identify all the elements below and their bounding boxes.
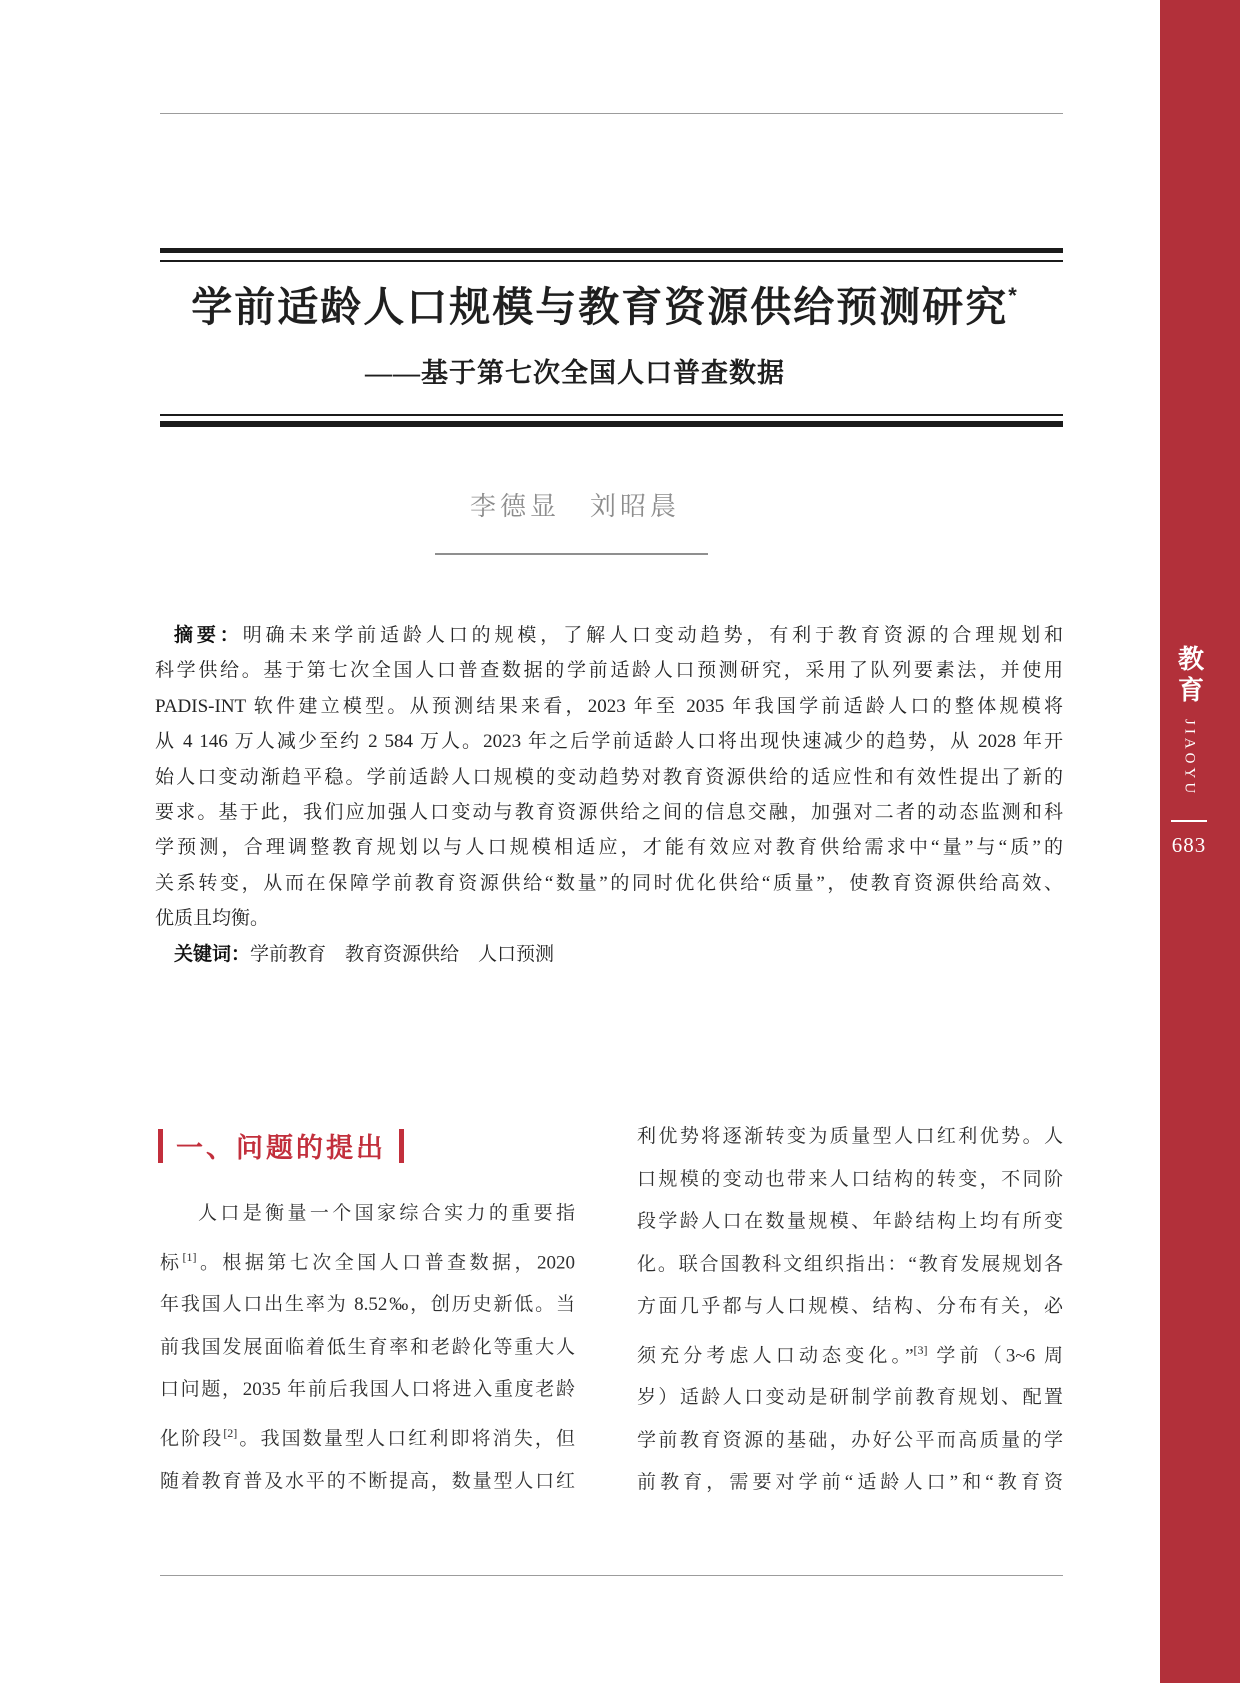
abstract-block (155, 618, 1063, 972)
abstract-label: 摘要： (174, 625, 243, 646)
keywords-line (155, 937, 1063, 972)
heading-right-bar (399, 1129, 404, 1163)
text-line: 利优势将逐渐转变为质量型人口红利优势。人 (637, 1126, 1063, 1147)
text-line: 标[1]。根据第七次全国人口普查数据，2020 (160, 1249, 575, 1273)
text-line: 要求。基于此，我们应加强人口变动与教育资源供给之间的信息交融，加强对二者的动态监测和科 (155, 802, 1063, 824)
title-rule-top-thin (160, 260, 1063, 262)
text-line: 学前教育资源的基础，办好公平而高质量的学 (637, 1429, 1063, 1451)
keywords-label: 关键词： (174, 943, 251, 965)
journal-sidebar (1160, 0, 1240, 1683)
authors: 李德显 刘昭晨 (469, 492, 680, 521)
text-line: 化。联合国教科文组织指出：“教育发展规划各 (637, 1253, 1063, 1275)
abstract-first-line (155, 618, 1063, 653)
top-hairline (160, 113, 1063, 114)
text-line: 学预测，合理调整教育规划以与人口规模相适应，才能有效应对教育供给需求中“量”与“质”的 (155, 837, 1063, 859)
title-footnote-asterisk: * (1008, 283, 1017, 308)
text-line: 口规模的变动也带来人口结构的转变，不同阶 (637, 1168, 1063, 1190)
text-line: 从 4 146 万人减少至约 2 584 万人。2023 年之后学前适龄人口将出现快速减少的趋势，从 2028 年开 (155, 731, 1063, 753)
journal-name-pinyin: JIAOYU (1181, 719, 1198, 798)
text-line: 关系转变，从而在保障学前教育资源供给“数量”的同时优化供给“质量”，使教育资源供给高效、 (155, 872, 1063, 894)
text-line: PADIS-INT 软件建立模型。从预测结果来看，2023 年至 2035 年我国学前适龄人口的整体规模将 (155, 695, 1063, 717)
text-line: 科学供给。基于第七次全国人口普查数据的学前适龄人口预测研究，采用了队列要素法，并使用 (155, 660, 1063, 682)
abstract-body-lines (155, 653, 1063, 936)
text-line: 优质且均衡。 (155, 908, 270, 930)
text-line: 化阶段[2]。我国数量型人口红利即将消失，但 (160, 1425, 575, 1450)
text-line: 人口是衡量一个国家综合实力的重要指 (198, 1203, 575, 1224)
title-rule-bottom-thick (160, 421, 1063, 427)
text-line: 年我国人口出生率为 8.52‰，创历史新低。当 (160, 1294, 575, 1316)
text-line: 始人口变动渐趋平稳。学前适龄人口规模的变动趋势对教育资源供给的适应性和有效性提出了新的 (155, 766, 1063, 788)
text-line: 方面几乎都与人口规模、结构、分布有关，必 (637, 1296, 1063, 1317)
keywords-text: 学前教育 教育资源供给 人口预测 (250, 943, 555, 965)
heading-left-bar (158, 1129, 163, 1163)
text-line: 前教育，需要对学前“适龄人口”和“教育资 (637, 1472, 1063, 1494)
title-rule-top-thick (160, 248, 1063, 253)
text-line: 须充分考虑人口动态变化。”[3] 学前（3~6 周 (637, 1342, 1063, 1366)
journal-name-chinese: 教育 (1174, 645, 1204, 707)
text-line: 前我国发展面临着低生育率和老龄化等重大人 (160, 1336, 575, 1358)
text-line: 岁）适龄人口变动是研制学前教育规划、配置 (637, 1387, 1063, 1409)
page-number: 683 (1171, 833, 1207, 857)
authors-divider-line (435, 553, 708, 555)
article-subtitle: ——基于第七次全国人口普查数据 (365, 358, 785, 388)
article-title (158, 274, 1050, 333)
section-heading-text: 一、问题的提出 (176, 1133, 386, 1163)
text-line: 口问题，2035 年前后我国人口将进入重度老龄 (160, 1379, 575, 1401)
body-column-left (160, 1193, 575, 1503)
bottom-hairline (160, 1575, 1063, 1576)
article-title-text: 学前适龄人口规模与教育资源供给预测研究 (191, 284, 1009, 330)
journal-title-vertical (1160, 645, 1218, 797)
text-line: 段学龄人口在数量规模、年龄结构上均有所变 (637, 1211, 1063, 1232)
body-column-right (637, 1116, 1063, 1505)
title-rule-bottom-thin (160, 414, 1063, 416)
abstract-first-line-text: 明确未来学前适龄人口的规模，了解人口变动趋势，有利于教育资源的合理规划和 (242, 625, 1063, 646)
page-number-divider (1171, 820, 1207, 822)
text-line: 随着教育普及水平的不断提高，数量型人口红 (160, 1470, 575, 1492)
section-heading (158, 1126, 404, 1165)
page-number-block (1160, 820, 1218, 858)
